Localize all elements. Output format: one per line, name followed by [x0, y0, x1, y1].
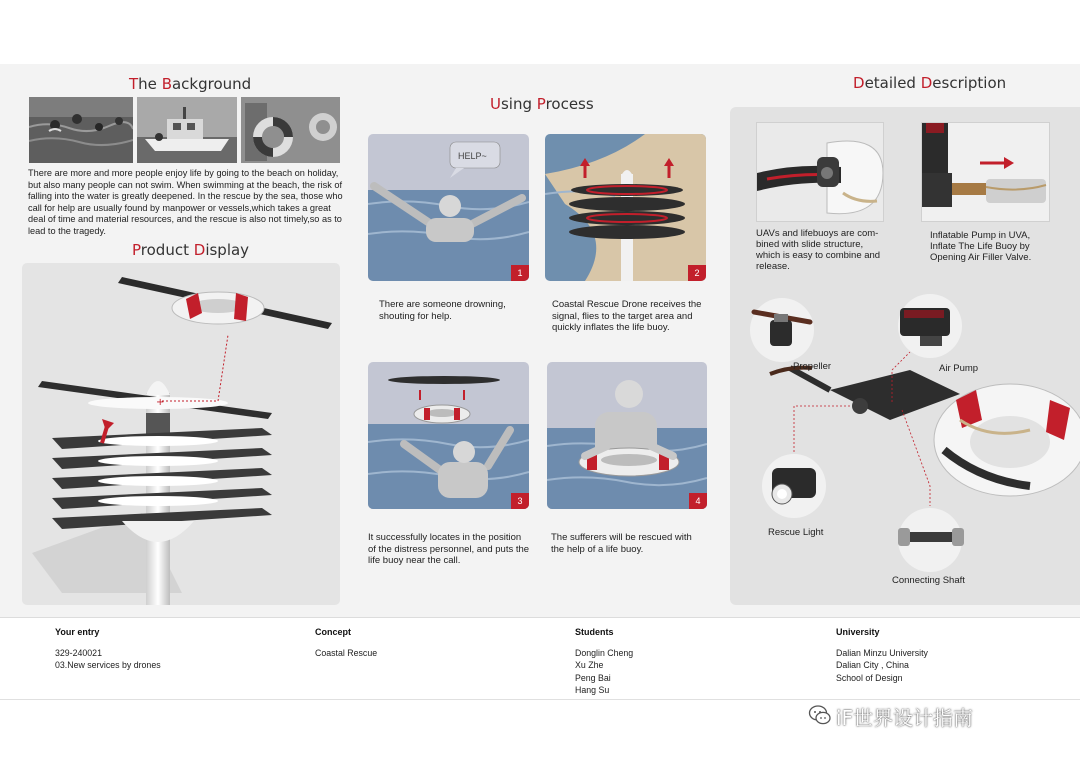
slide-structure-closeup: [756, 122, 884, 222]
footer-entry-value: 03.New services by drones: [55, 660, 161, 671]
footer-university-line: Dalian Minzu University: [836, 648, 928, 658]
step-2-number: 2: [688, 265, 706, 281]
step-4-image: [547, 362, 707, 509]
footer-university-label: University: [836, 627, 880, 637]
background-heading: The Background: [129, 75, 252, 93]
step-3-caption: It successfully locates in the position of the distress personnel, and puts the life buoy near the call.: [368, 532, 530, 566]
footer-student-name: Xu Zhe: [575, 660, 604, 671]
step-2-image: [545, 134, 706, 281]
product-display-heading: Product Display: [132, 241, 250, 259]
footer-students-label: Students: [575, 627, 614, 637]
footer-students-values: [575, 647, 633, 697]
wechat-icon: [808, 703, 832, 727]
svg-text:+: +: [156, 397, 165, 408]
step-3-image: [368, 362, 529, 509]
footer-entry-value: 329-240021: [55, 648, 102, 658]
footer-student-name: Donglin Cheng: [575, 648, 634, 658]
detailed-description-heading: Detailed Description: [853, 74, 1007, 92]
footer-divider: [0, 617, 1080, 618]
part-label-connecting-shaft: Connecting Shaft: [892, 575, 965, 586]
step-3-number: 3: [511, 493, 529, 509]
step-1-number: 1: [511, 265, 529, 281]
rescue-boat-photo: [137, 97, 237, 163]
watermark-text: iF世界设计指南: [836, 706, 974, 730]
footer-concept-value: Coastal Rescue: [315, 648, 378, 658]
footer-entry-label: Your entry: [55, 627, 100, 637]
exploded-drone-illustration: [730, 290, 1080, 600]
footer-university-line: School of Design: [836, 672, 903, 683]
footer-concept-label: Concept: [315, 627, 351, 637]
inflatable-pump-closeup: [921, 122, 1050, 222]
using-process-heading: Using Process: [490, 95, 594, 113]
part-label-propeller: Propeller: [793, 361, 832, 372]
footer-student-name: Peng Bai: [575, 672, 611, 683]
product-display-panel: [22, 263, 340, 605]
footer-entry-values: [55, 647, 161, 672]
lifebuoy-photo: [241, 97, 340, 163]
step-2-caption: Coastal Rescue Drone receives the signal, flies to the target area and quickly inflates the life buoy.: [552, 299, 702, 333]
drone-station-illustration: [22, 263, 340, 605]
part-label-rescue-light: Rescue Light: [768, 527, 824, 538]
step-4-number: 4: [689, 493, 707, 509]
background-text: There are more and more people enjoy life by going to the beach on holiday, but also many people can not swim. When swimming at the beach, the risk of falling into the water is greatly deepened. In the rescue by the sea, those who call for help are usually found by manpower or vessels,which takes a great deal of time and material resources, and the rescue is also not timely,so as to lead to the tragedy.: [28, 168, 343, 236]
part-label-air-pump: Air Pump: [939, 363, 979, 374]
swimmers-photo: [29, 97, 133, 163]
footer-university-values: [836, 647, 928, 684]
footer-concept-values: [315, 647, 377, 659]
footer-university-line: Dalian City , China: [836, 660, 909, 671]
detail-slide-text: UAVs and lifebuoys are com-bined with slide structure, which is easy to combine and release.: [756, 228, 881, 272]
footer-bottom-divider: [0, 699, 1080, 700]
step-4-caption: The sufferers will be rescued with the help of a life buoy.: [551, 532, 692, 555]
help-speech-text: HELP~: [458, 151, 487, 161]
detail-pump-text: Inflatable Pump in UVA, Inflate The Life Buoy by Opening Air Filler Valve.: [930, 230, 1032, 263]
step-1-image: [368, 134, 529, 281]
step-1-caption: There are someone drowning, shouting for help.: [379, 299, 506, 322]
footer-student-name: Hang Su: [575, 685, 610, 696]
